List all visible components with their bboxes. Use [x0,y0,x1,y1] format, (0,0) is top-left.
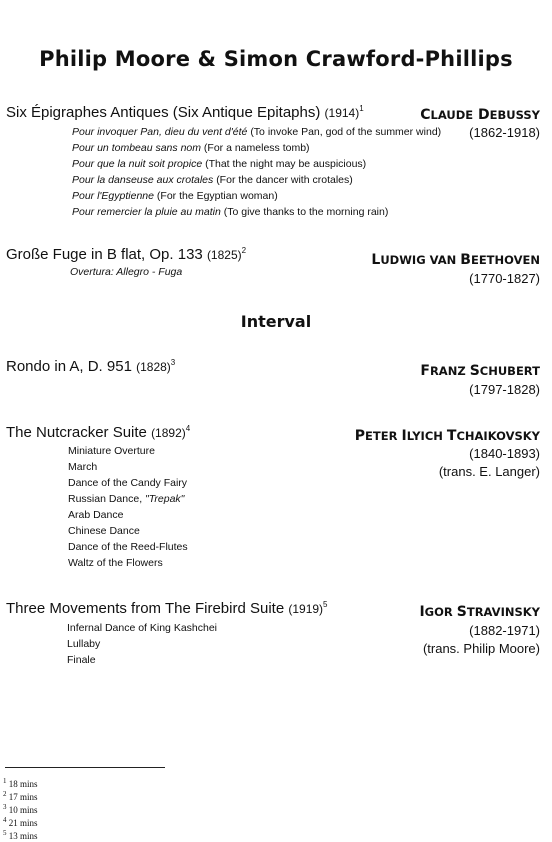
work-title-debussy [6,104,364,121]
list-item: Miniature Overture [68,445,155,457]
arranger: (trans. E. Langer) [438,464,540,479]
list-item: Pour que la nuit soit propice (That the night may be auspicious) [72,158,367,170]
list-item: Russian Dance, "Trepak" [68,493,185,505]
lifespan: (1840-1893) [469,446,540,461]
footnote-ref: 4 [185,424,191,433]
work-title-tchaikovsky [6,424,190,441]
lifespan: (1770-1827) [469,271,540,286]
footnote-ref: 1 [359,104,364,113]
list-item: Pour la danseuse aux crotales (For the dancer with crotales) [72,174,353,186]
work-name: Rondo in A, D. 951 [6,358,132,375]
lifespan: (1797-1828) [469,382,540,397]
footnote-ref: 5 [323,600,328,609]
footnote: $^1$ 18 mins [3,777,38,789]
movement-list [68,443,188,571]
work-title-stravinsky [6,600,327,617]
interval-heading: Interval [240,312,312,331]
work-year: (1914) [324,106,360,120]
composer-tchaikovsky: PETER ILYICH TCHAIKOVSKY [354,428,540,444]
composer-schubert: FRANZ SCHUBERT [420,363,540,379]
movement-list [67,620,217,668]
list-item: Infernal Dance of King Kashchei [67,622,218,634]
work-year: (1919) [288,602,324,616]
work-year: (1828) [136,360,171,374]
list-item: Pour remercier la pluie au matin (To give thanks to the morning rain) [72,206,389,218]
list-item: Finale [67,654,96,666]
list-item: Pour l'Egyptienne (For the Egyptian woman) [72,190,278,202]
composer-beethoven: LUDWIG VAN BEETHOVEN [371,252,540,268]
footnote-ref: 3 [170,358,176,367]
arranger: (trans. Philip Moore) [422,641,540,656]
work-subtitle: Overtura: Allegro - Fuga [70,266,183,278]
work-year: (1892) [151,426,186,440]
footnote-ref: 2 [241,246,247,255]
list-item: Waltz of the Flowers [68,557,163,569]
work-name: Six Épigraphes Antiques (Six Antique Epitaphs) [6,104,321,121]
page-title: Philip Moore & Simon Crawford-Phillips [39,47,513,71]
list-item: Pour invoquer Pan, dieu du vent d'été (To invoke Pan, god of the summer wind) [72,126,442,138]
list-item: Arab Dance [68,509,124,521]
work-name: The Nutcracker Suite [6,424,147,441]
composer-debussy: CLAUDE DEBUSSY [420,107,540,123]
footnote: $^3$ 10 mins [3,803,38,815]
composer-stravinsky: IGOR STRAVINSKY [419,604,540,620]
footnote: $^2$ 17 mins [3,790,38,802]
work-name: Three Movements from The Firebird Suite [6,600,285,617]
lifespan: (1882-1971) [469,623,540,638]
lifespan: (1862-1918) [469,125,540,140]
list-item: Chinese Dance [68,525,140,537]
list-item: Dance of the Reed-Flutes [68,541,188,553]
work-name: Große Fuge in B flat, Op. 133 [6,246,203,263]
work-title-schubert [6,358,175,375]
list-item: Lullaby [67,638,101,650]
work-title-beethoven [6,246,246,263]
list-item: Dance of the Candy Fairy [68,477,188,489]
work-year: (1825) [206,248,242,262]
list-item: March [68,461,98,473]
footnote: $^4$ 21 mins [3,816,38,828]
footnote-divider [5,767,165,768]
list-item: Pour un tombeau sans nom (For a nameless tomb) [72,142,310,154]
movement-list [72,124,441,220]
footnote: $^5$ 13 mins [3,829,38,841]
